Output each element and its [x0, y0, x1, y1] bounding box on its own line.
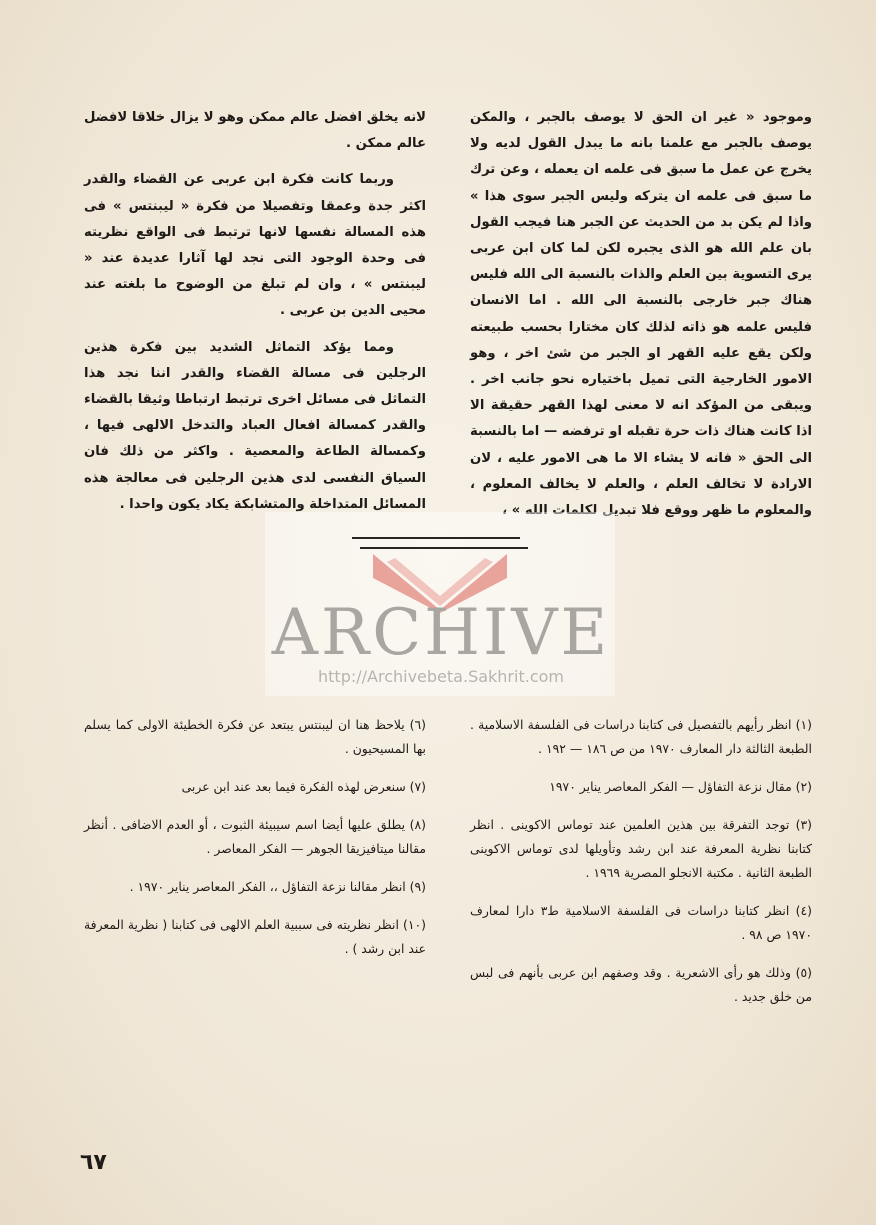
footnote: (١) انظر رأيهم بالتفصيل فى كتابنا دراسات فى الفلسفة الاسلامية . الطبعة الثالثة دار المعارف ١٩٧٠ من ص ١٨٦ — ١٩٢ . [470, 717, 812, 756]
watermark-url: http://Archivebeta.Sakhrit.com [318, 667, 564, 686]
footnote: (٢) مقال نزعة التفاؤل — الفكر المعاصر يناير ١٩٧٠ [549, 779, 812, 794]
footnotes-right-column [470, 713, 812, 1023]
footnote: (٤) انظر كتابنا دراسات فى الفلسفة الاسلامية ط٣ دارا لمعارف ١٩٧٠ ص ٩٨ . [470, 903, 812, 942]
paragraph: لانه يخلق افضل عالم ممكن وهو لا يزال خلاقا لافضل عالم ممكن . [84, 110, 426, 152]
watermark-rule [352, 537, 520, 539]
footnote: (٦) يلاحظ هنا ان ليبنتس يبتعد عن فكرة الخطيئة الاولى كما يسلم بها المسيحيون . [84, 717, 426, 756]
footnote: (١٠) انظر نظريته فى سببية العلم الالهى فى كتابنا ( نظرية المعرفة عند ابن رشد ) . [84, 917, 426, 956]
main-text-left-column [84, 105, 426, 518]
footnote: (٩) انظر مقالنا نزعة التفاؤل ،، الفكر المعاصر يناير ١٩٧٠ . [129, 879, 426, 894]
footnote: (٥) وذلك هو رأى الاشعرية . وقد وصفهم ابن عربى بأنهم فى لبس من خلق جديد . [470, 965, 812, 1004]
page-number: ٦٧ [80, 1150, 107, 1175]
paragraph: وربما كانت فكرة ابن عربى عن القضاء والقدر اكثر جدة وعمقا وتفصيلا من فكرة « ليبنتس » فى هذه المسالة نفسها لانها ترتبط فى الواقع نظريته فى وحدة الوجود التى نجد لها آثارا عديدة عند « ليبنتس » ، وان لم تبلغ من الوضوح ما بلغته عند محيى الدين بن عربى . [84, 172, 426, 319]
main-text-right-column [470, 105, 812, 524]
paragraph: ومما يؤكد التماثل الشديد بين فكرة هذين الرجلين فى مسالة القضاء والقدر اننا نجد هذا التماثل فى مسائل اخرى ترتبط ارتباطا وثيقا بالقضاء والقدر كمسالة افعال العباد والتدخل الالهى فيها ، وكمسالة الطاعة والمعصية . واكثر من ذلك فان السياق النفسى لدى هذين الرجلين فى معالجة هذه المسائل المتداخلة والمتشابكة يكاد يكون واحدا . [84, 339, 426, 512]
footnotes-left-column [84, 713, 426, 975]
watermark-title: ARCHIVE [271, 596, 611, 670]
footnote: (٧) سنعرض لهذه الفكرة فيما بعد عند ابن عربى [181, 779, 426, 794]
footnote: (٨) يطلق عليها أيضا اسم سيبيئة الثبوت ، أو العدم الاضافى . أنظر مقالنا ميتافيزيقا الجوهر — الفكر المعاصر . [84, 817, 426, 856]
paragraph: وموجود « غير ان الحق لا يوصف بالجبر ، والمكن يوصف بالجبر مع علمنا بانه ما يبدل القول لديه ولا يخرج عن عمل ما سبق فى علمه ان يعمله ، وعن ترك ما سبق فى علمه ان يتركه وليس الجبر سوى هذا » واذا لم يكن بد من الحديث عن الجبر هنا فيجب القول بان علم الله هو الذى يجبره لكن لما كان ابن عربى يرى التسوية بين العلم والذات بالنسبة الى الله فليس هناك جبر خارجى بالنسبة الى الله . اما الانسان فليس علمه هو ذاته لذلك كان مختارا بحسب طبيعته ولكن يقع عليه القهر او الجبر من شئ اخر ، وهو الامور الخارجية التى تميل باختياره نحو جانب اخر . ويبقى من المؤكد انه لا معنى لهذا القهر حقيقة الا اذا كانت هناك ذات حرة تقبله او ترفضه — اما بالنسبة الى الحق « فانه لا يشاء الا ما هى الامور عليه ، لان الارادة لا تخالف العلم ، والعلم لا يخالف المعلوم ، والمعلوم ما ظهر ووقع فلا تبديل لكلمات الله » ، [470, 110, 812, 519]
footnote: (٣) توجد التفرقة بين هذين العلمين عند توماس الاكوينى . انظر كتابنا نظرية المعرفة عند ابن رشد وتأويلها لدى توماس الاكوينى الطبعة الثانية . مكتبة الانجلو المصرية ١٩٦٩ . [470, 817, 812, 880]
